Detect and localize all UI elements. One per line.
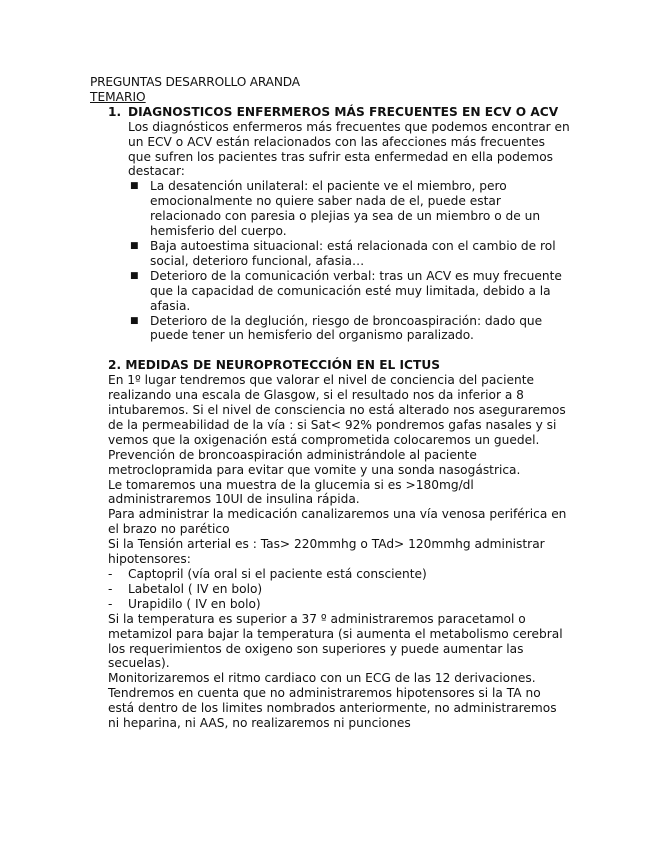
list-item-text: Deterioro de la comunicación verbal: tras un ACV es muy frecuente que la capacidad de comunicación esté muy limitada, debido a la afasia.	[150, 268, 562, 313]
section2-paragraph: Si la Tensión arterial es : Tas> 220mmhg o TAd> 120mmhg administrar hipotensores:	[108, 537, 545, 567]
temario-heading: TEMARIO	[90, 89, 146, 104]
list-item-text: Deterioro de la deglución, riesgo de broncoaspiración: dado que puede tener un hemisferio del organismo paralizado.	[150, 313, 543, 343]
section2-paragraph: Para administrar la medicación canalizaremos una vía venosa periférica en el brazo no parético	[108, 507, 567, 537]
dash-marker: -	[108, 567, 113, 581]
section1-heading	[108, 105, 570, 120]
section2-paragraph: Si la temperatura es superior a 37 º administraremos paracetamol o metamizol para bajar la temperatura (si aumenta el metabolismo cerebral los requerimientos de oxigeno son superiores y puede aumentar las secuelas).	[108, 611, 563, 671]
section2-paragraph: Le tomaremos una muestra de la glucemia si es >180mg/dl administraremos 10UI de insulina rápida.	[108, 477, 474, 507]
list-item	[108, 567, 570, 582]
bullet-icon: ■	[130, 240, 139, 251]
document-title: PREGUNTAS DESARROLLO ARANDA	[90, 75, 300, 89]
list-item-text: La desatención unilateral: el paciente ve el miembro, pero emocionalmente no quiere saber nada de el, puede estar relacionado con paresia o plejias ya sea de un miembro o de un hemisferio del cuerpo.	[150, 179, 541, 239]
section2-body	[108, 373, 570, 731]
section1-number: 1.	[108, 104, 122, 119]
list-item	[128, 269, 570, 314]
diagnosis-list	[90, 179, 570, 343]
section1-title: DIAGNOSTICOS ENFERMEROS MÁS FRECUENTES EN ECV O ACV	[128, 104, 559, 119]
dash-marker: -	[108, 596, 113, 611]
bullet-icon: ■	[130, 315, 139, 326]
bullet-icon: ■	[130, 270, 139, 281]
list-item	[108, 582, 570, 597]
bullet-icon: ■	[130, 181, 139, 192]
list-item-text: Labetalol ( IV en bolo)	[128, 581, 263, 596]
drug-list	[108, 567, 570, 612]
list-item-text: Baja autoestima situacional: está relacionada con el cambio de rol social, deterioro funcional, afasia…	[150, 238, 556, 268]
list-item	[128, 239, 570, 269]
list-item-text: Captopril (vía oral si el paciente está consciente)	[128, 567, 427, 581]
list-item	[128, 179, 570, 239]
list-item	[128, 314, 570, 344]
list-item-text: Urapidilo ( IV en bolo)	[128, 596, 261, 611]
section2-heading: 2. MEDIDAS DE NEUROPROTECCIÓN EN EL ICTUS	[108, 358, 440, 373]
section2-paragraph: Monitorizaremos el ritmo cardiaco con un ECG de las 12 derivaciones. Tendremos en cuenta que no administraremos hipotensores si la TA no está dentro de los limites nombrados anteriormente, no administraremos ni heparina, ni AAS, no realizaremos ni punciones	[108, 671, 557, 731]
section1-intro: Los diagnósticos enfermeros más frecuentes que podemos encontrar en un ECV o ACV están relacionados con las afecciones más frecuentes que sufren los pacientes tras sufrir esta enfermedad en ella podemos destacar:	[128, 119, 570, 179]
dash-marker: -	[108, 581, 113, 596]
list-item	[108, 597, 570, 612]
document-page	[90, 75, 570, 731]
section2-paragraph: En 1º lugar tendremos que valorar el nivel de conciencia del paciente realizando una escala de Glasgow, si el resultado nos da inferior a 8 intubaremos. Si el nivel de consciencia no está alterado nos aseguraremos de la permeabilidad de la vía : si Sat< 92% pondremos gafas nasales y si vemos que la oxigenación está comprometida colocaremos un guedel. Prevención de broncoaspiración administrándole al paciente metroclopramida para evitar que vomite y una sonda nasogástrica.	[108, 373, 566, 477]
